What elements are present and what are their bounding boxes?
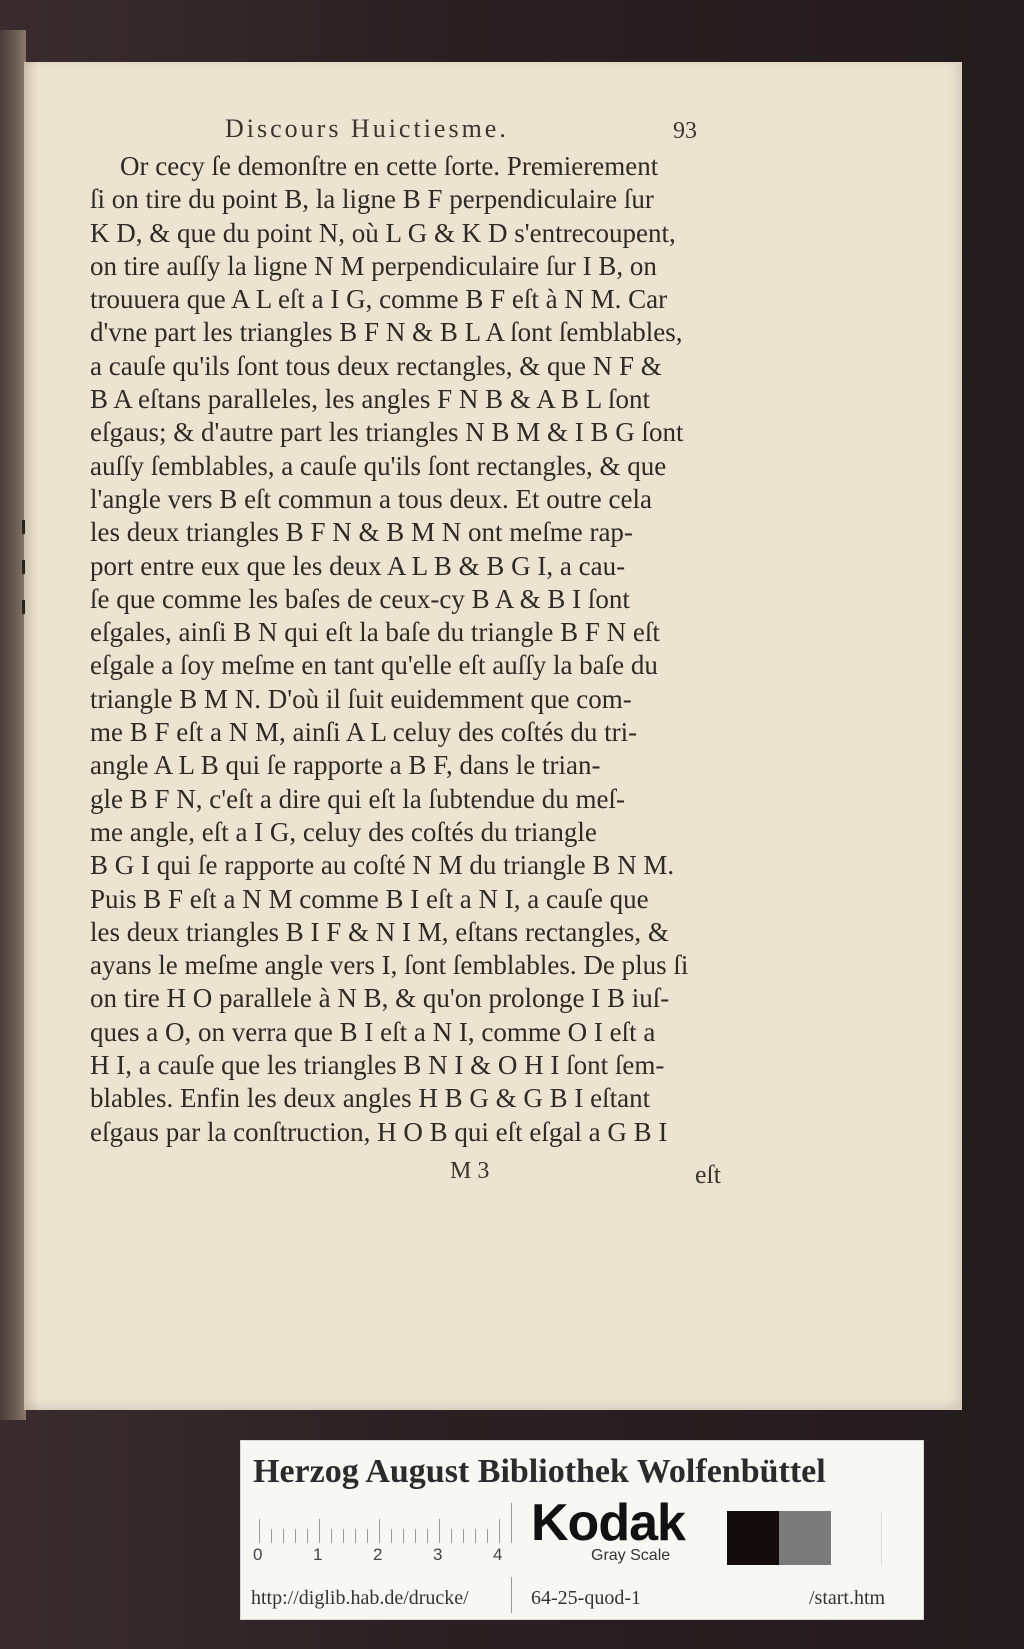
scale-number: 0 (253, 1545, 263, 1564)
scale-tick (391, 1529, 392, 1543)
scale-numbers (253, 1545, 523, 1567)
text-line: d'vne part les triangles B F N & B L A ſont ſemblables, (90, 317, 683, 348)
scale-tick (331, 1529, 332, 1543)
scale-tick (403, 1529, 404, 1543)
text-line: eſgaus par la conſtruction, H O B qui eſt eſgal a G B I (90, 1116, 668, 1147)
shelfmark: 64-25-quod-1 (531, 1587, 641, 1609)
kodak-logo: Kodak (531, 1494, 685, 1552)
scale-number: 2 (373, 1545, 383, 1564)
text-line: eſgaus; & d'autre part les triangles N B M & I B G ſont (90, 417, 684, 448)
text-line: auſſy ſemblables, a cauſe qu'ils ſont rectangles, & que (90, 450, 667, 481)
text-line: ques a O, on verra que B I eſt a N I, comme O I eſt a (90, 1016, 656, 1047)
gray-swatch-mid (779, 1511, 831, 1565)
scale-tick (343, 1529, 344, 1543)
library-label-card (240, 1440, 924, 1620)
running-header (225, 114, 725, 148)
text-line: Or cecy ſe demonſtre en cette ſorte. Premierement (120, 151, 659, 181)
scale-tick (451, 1529, 452, 1543)
text-line: ſi on tire du point B, la ligne B F perpendiculaire ſur (90, 184, 654, 215)
url-base: http://diglib.hab.de/drucke/ (251, 1587, 469, 1609)
text-line: triangle B M N. D'où il ſuit euidemment que com- (90, 683, 632, 714)
gray-swatch-black (727, 1511, 779, 1565)
margin-mark (22, 560, 25, 574)
scale-tick (511, 1503, 512, 1543)
text-line: trouuera que A L eſt a I G, comme B F eſt à N M. Car (90, 284, 668, 315)
scale-tick (499, 1519, 500, 1543)
signature-mark: M 3 (450, 1158, 490, 1184)
url-row (241, 1581, 923, 1617)
scale-tick (319, 1519, 320, 1543)
text-line: me angle, eſt a I G, celuy des coſtés du triangle (90, 816, 597, 847)
text-line: angle A L B qui ſe rapporte a B F, dans le trian- (90, 750, 601, 781)
gray-scale-label: Gray Scale (591, 1547, 671, 1564)
scale-tick (475, 1529, 476, 1543)
text-line: blables. Enfin les deux angles H B G & G B I eſtant (90, 1083, 651, 1114)
scale-tick (463, 1529, 464, 1543)
text-line: les deux triangles B F N & B M N ont meſme rap- (90, 517, 633, 548)
text-line: l'angle vers B eſt commun a tous deux. Et outre cela (90, 483, 652, 514)
margin-marks (22, 520, 26, 640)
text-line: H I, a cauſe que les triangles B N I & O H I ſont ſem- (90, 1050, 665, 1081)
color-scale-ruler (259, 1503, 519, 1543)
text-line: on tire auſſy la ligne N M perpendiculaire ſur I B, on (90, 250, 657, 281)
text-line: Puis B F eſt a N M comme B I eſt a N I, a cauſe que (90, 883, 649, 914)
scale-tick (439, 1519, 440, 1543)
gray-swatch-white (831, 1511, 882, 1565)
scale-tick (271, 1529, 272, 1543)
margin-mark (22, 600, 25, 614)
catchword: eſt (695, 1160, 721, 1189)
scale-tick (367, 1529, 368, 1543)
text-line: B A eſtans paralleles, les angles F N B & A B L ſont (90, 384, 650, 415)
scale-number: 4 (493, 1545, 503, 1564)
scale-tick (283, 1529, 284, 1543)
scale-tick (379, 1519, 380, 1543)
scale-number: 3 (433, 1545, 443, 1564)
text-line: ayans le meſme angle vers I, ſont ſemblables. De plus ſi (90, 950, 689, 981)
scale-tick (487, 1529, 488, 1543)
text-line: gle B F N, c'eſt a dire qui eſt la ſubtendue du meſ- (90, 783, 625, 814)
running-title: Discours Huictiesme. (225, 114, 509, 143)
text-line: K D, & que du point N, où L G & K D s'entrecoupent, (90, 217, 676, 248)
page-number: 93 (673, 118, 697, 144)
text-line: me B F eſt a N M, ainſi A L celuy des coſtés du tri- (90, 717, 638, 748)
text-line: a cauſe qu'ils ſont tous deux rectangles, & que N F & (90, 350, 662, 381)
text-line: eſgale a ſoy meſme en tant qu'elle eſt auſſy la baſe du (90, 650, 658, 681)
facing-page-edge (0, 30, 26, 1420)
page-gutter-shadow (24, 62, 38, 1410)
margin-mark (22, 520, 25, 534)
scale-tick (307, 1529, 308, 1543)
library-name: Herzog August Bibliothek Wolfenbüttel (253, 1453, 826, 1490)
text-line: port entre eux que les deux A L B & B G I, a cau- (90, 550, 626, 581)
body-text (90, 150, 730, 1149)
text-line: B G I qui ſe rapporte au coſté N M du triangle B N M. (90, 850, 675, 881)
text-line: les deux triangles B I F & N I M, eſtans rectangles, & (90, 916, 669, 947)
url-tail: /start.htm (809, 1587, 886, 1609)
text-line: ſe que comme les baſes de ceux-cy B A & B I ſont (90, 583, 630, 614)
scale-tick (427, 1529, 428, 1543)
scale-tick (355, 1529, 356, 1543)
scale-tick (295, 1529, 296, 1543)
text-line: eſgales, ainſi B N qui eſt la baſe du triangle B F N eſt (90, 617, 660, 648)
scale-tick (415, 1529, 416, 1543)
text-line: on tire H O parallele à N B, & qu'on prolonge I B iuſ- (90, 983, 670, 1014)
scale-tick (259, 1519, 260, 1543)
scale-number: 1 (313, 1545, 323, 1564)
